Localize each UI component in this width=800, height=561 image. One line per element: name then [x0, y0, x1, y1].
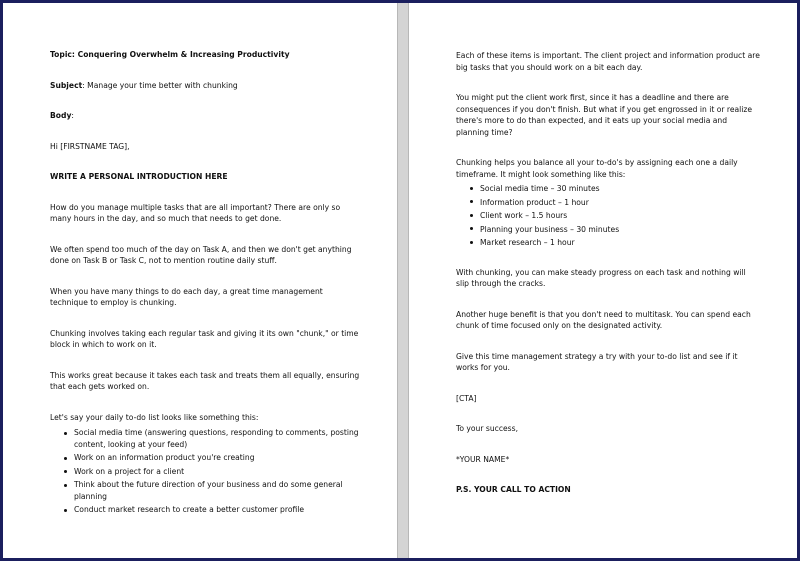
topic-line	[50, 49, 360, 61]
page-gutter	[397, 3, 409, 558]
paragraph-11: Another huge benefit is that you don't need to multitask. You can spend each chunk of time focused only on the designated activity.	[456, 309, 751, 331]
topic-value: Conquering Overwhelm & Increasing Productivity	[77, 50, 290, 59]
document-viewer	[3, 3, 797, 558]
body-line	[50, 110, 360, 122]
topic-label: Topic:	[50, 50, 75, 59]
list-item: Work on a project for a client	[74, 466, 360, 478]
paragraph-1: How do you manage multiple tasks that are all important? There are only so many hours in the day, and so much that needs to get done.	[50, 202, 341, 223]
subject-label: Subject	[50, 80, 83, 90]
list-item: Planning your business – 30 minutes	[480, 223, 761, 237]
todo-list	[50, 427, 360, 516]
list-item: Work on an information product you're creating	[74, 452, 360, 464]
paragraph-2: We often spend too much of the day on Task A, and then we don't get anything done on Task B or Task C, not to mention routine daily stuff.	[50, 244, 352, 265]
list-item: Client work – 1.5 hours	[480, 209, 761, 223]
paragraph-7: Each of these items is important. The client project and information product are big tasks that you should work on a bit each day.	[456, 51, 760, 72]
ps-line: P.S. YOUR CALL TO ACTION	[456, 485, 571, 495]
subject-line	[50, 80, 360, 92]
paragraph-9: Chunking helps you balance all your to-do's by assigning each one a daily timeframe. It might look something like this:	[456, 158, 738, 179]
list-item: Conduct market research to create a better customer profile	[74, 504, 360, 516]
paragraph-4: Chunking involves taking each regular task and giving it its own "chunk," or time block in which to work on it.	[50, 328, 359, 349]
paragraph-8: You might put the client work first, since it has a deadline and there are consequences if you don't finish. But what if you get engrossed in it or realize there's more to do than expected, and it eats up your social media and planning time?	[456, 93, 753, 137]
cta-placeholder: [CTA]	[456, 393, 477, 403]
paragraph-10: With chunking, you can make steady progress on each task and nothing will slip through the cracks.	[456, 267, 746, 289]
list-item: Social media time – 30 minutes	[480, 182, 761, 196]
signature-name: *YOUR NAME*	[456, 454, 510, 464]
paragraph-5: This works great because it takes each task and treats them all equally, ensuring that each gets worked on.	[50, 370, 360, 391]
list-item: Think about the future direction of your business and do some general planning	[74, 479, 360, 502]
subject-value: : Manage your time better with chunking	[82, 80, 238, 90]
page-left-content	[50, 49, 360, 516]
list-item: Information product – 1 hour	[480, 196, 761, 210]
paragraph-6: Let's say your daily to-do list looks like something this:	[50, 412, 259, 422]
signoff: To your success,	[456, 424, 519, 434]
paragraph-3: When you have many things to do each day, a great time management technique to employ is chunking.	[50, 286, 323, 307]
page-left	[3, 3, 397, 558]
greeting: Hi [FIRSTNAME TAG],	[50, 141, 130, 151]
body-label: Body	[50, 111, 72, 120]
list-item: Social media time (answering questions, responding to comments, posting content, looking at your feed)	[74, 428, 359, 449]
schedule-list	[456, 182, 761, 250]
page-right-content	[456, 50, 761, 496]
paragraph-12: Give this time management strategy a try with your to-do list and see if it works for you.	[456, 351, 738, 373]
intro-heading: WRITE A PERSONAL INTRODUCTION HERE	[50, 172, 228, 181]
page-right	[409, 3, 797, 558]
list-item: Market research – 1 hour	[480, 236, 761, 250]
body-colon: :	[71, 111, 74, 120]
